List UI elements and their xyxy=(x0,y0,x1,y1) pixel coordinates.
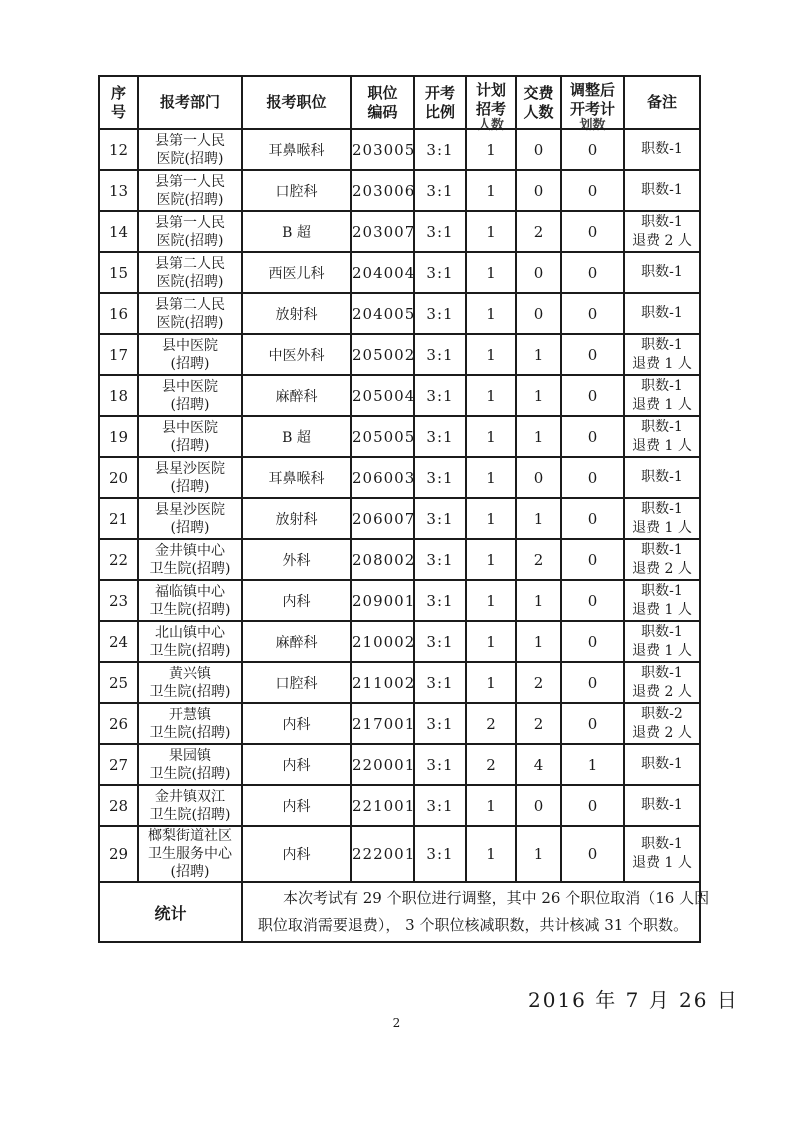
note-line: 退费 1 人 xyxy=(632,437,692,454)
header-cell-serial xyxy=(99,76,138,129)
cell-ratio: 3:1 xyxy=(414,416,466,457)
cell-planned: 1 xyxy=(466,662,516,703)
cell-planned: 1 xyxy=(466,170,516,211)
cell-adjusted: 0 xyxy=(561,539,624,580)
table-row xyxy=(99,375,700,416)
department-line: 开慧镇 xyxy=(169,706,211,723)
cell-planned: 1 xyxy=(466,375,516,416)
note-line: 退费 1 人 xyxy=(632,855,692,871)
department-line: 黄兴镇 xyxy=(169,665,211,682)
note-line: 职数-1 xyxy=(641,213,683,230)
cell-paid: 0 xyxy=(516,129,561,170)
department-line: (招聘) xyxy=(170,478,210,495)
cell-ratio: 3:1 xyxy=(414,785,466,826)
header-line: 比例 xyxy=(424,102,455,121)
cell-adjusted: 0 xyxy=(561,170,624,211)
cell-ratio: 3:1 xyxy=(414,662,466,703)
department-line: 县第二人民 xyxy=(155,255,225,272)
department-line: 县中医院 xyxy=(162,337,218,354)
department-line: 医院(招聘) xyxy=(156,191,224,208)
cell-ratio: 3:1 xyxy=(414,375,466,416)
cell-paid: 0 xyxy=(516,293,561,334)
department-line: (招聘) xyxy=(170,396,210,413)
cell-position: 放射科 xyxy=(242,293,351,334)
cell-note xyxy=(624,662,700,703)
department-line: 卫生院(招聘) xyxy=(149,806,231,823)
cell-note xyxy=(624,826,700,882)
header-line: 计划 xyxy=(475,81,506,99)
note-line: 职数-1 xyxy=(641,541,683,558)
cell-note xyxy=(624,744,700,785)
cell-planned: 1 xyxy=(466,293,516,334)
note-line: 退费 2 人 xyxy=(632,724,692,741)
summary-text-line: 职位取消需要退费）， 3 个职位核减职数，共计核减 31 个职数。 xyxy=(257,916,689,934)
cell-paid: 0 xyxy=(516,785,561,826)
cell-paid: 0 xyxy=(516,252,561,293)
department-line: 县第一人民 xyxy=(155,173,225,190)
cell-code: 205002 xyxy=(351,334,414,375)
cell-ratio: 3:1 xyxy=(414,498,466,539)
cell-position: 内科 xyxy=(242,785,351,826)
department-line: 县第二人民 xyxy=(155,296,225,313)
cell-department xyxy=(138,498,242,539)
department-line: 卫生院(招聘) xyxy=(149,765,231,782)
cell-code: 204004 xyxy=(351,252,414,293)
department-line: 北山镇中心 xyxy=(155,624,225,641)
cell-paid: 1 xyxy=(516,416,561,457)
cell-planned: 2 xyxy=(466,744,516,785)
note-line: 职数-2 xyxy=(641,705,683,722)
cell-adjusted: 0 xyxy=(561,703,624,744)
cell-ratio: 3:1 xyxy=(414,293,466,334)
cell-serial: 28 xyxy=(99,785,138,826)
note-line: 职数-1 xyxy=(641,418,683,435)
cell-adjusted: 0 xyxy=(561,252,624,293)
cell-serial: 23 xyxy=(99,580,138,621)
header-line: 备注 xyxy=(646,93,677,111)
department-line: 医院(招聘) xyxy=(156,232,224,249)
department-line: 卫生服务中心 xyxy=(148,846,232,862)
header-line: 开考 xyxy=(424,83,455,102)
cell-adjusted: 0 xyxy=(561,785,624,826)
cell-adjusted: 1 xyxy=(561,744,624,785)
table-row xyxy=(99,580,700,621)
cell-ratio: 3:1 xyxy=(414,129,466,170)
table-row xyxy=(99,621,700,662)
cell-note xyxy=(624,252,700,293)
cell-planned: 1 xyxy=(466,785,516,826)
summary-text-line: 本次考试有 29 个职位进行调整，其中 26 个职位取消（16 人因 xyxy=(283,889,710,907)
cell-code: 222001 xyxy=(351,826,414,882)
header-cell-department xyxy=(138,76,242,129)
cell-code: 206007 xyxy=(351,498,414,539)
cell-note xyxy=(624,498,700,539)
header-line: 职位 xyxy=(367,83,398,102)
note-line: 职数-1 xyxy=(641,756,683,772)
cell-adjusted: 0 xyxy=(561,211,624,252)
cell-position: 西医儿科 xyxy=(242,252,351,293)
cell-paid: 2 xyxy=(516,539,561,580)
cell-serial: 26 xyxy=(99,703,138,744)
department-line: 卫生院(招聘) xyxy=(149,683,231,700)
department-line: 果园镇 xyxy=(169,747,211,764)
cell-department xyxy=(138,621,242,662)
cell-serial: 13 xyxy=(99,170,138,211)
cell-note xyxy=(624,457,700,498)
cell-serial: 15 xyxy=(99,252,138,293)
note-line: 职数-1 xyxy=(641,182,683,198)
cell-adjusted: 0 xyxy=(561,826,624,882)
note-line: 职数-1 xyxy=(641,336,683,353)
cell-planned: 1 xyxy=(466,457,516,498)
cell-paid: 0 xyxy=(516,457,561,498)
cell-ratio: 3:1 xyxy=(414,826,466,882)
table-row xyxy=(99,170,700,211)
header-line: 交费 xyxy=(523,83,554,102)
cell-department xyxy=(138,457,242,498)
header-cell-paid xyxy=(516,76,561,129)
document-date: 2016 年 7 月 26 日 xyxy=(528,988,739,1012)
department-line: 金井镇中心 xyxy=(155,542,225,559)
table-row xyxy=(99,785,700,826)
cell-position: 口腔科 xyxy=(242,662,351,703)
header-cell-ratio xyxy=(414,76,466,129)
table-row xyxy=(99,129,700,170)
cell-serial: 24 xyxy=(99,621,138,662)
cell-position: 麻醉科 xyxy=(242,375,351,416)
cell-code: 205004 xyxy=(351,375,414,416)
cell-note xyxy=(624,129,700,170)
header-cell-code xyxy=(351,76,414,129)
header-clipped-line: 划数 xyxy=(579,118,606,133)
cell-adjusted: 0 xyxy=(561,129,624,170)
note-line: 职数-1 xyxy=(641,469,683,485)
department-line: (招聘) xyxy=(170,864,210,880)
cell-planned: 2 xyxy=(466,703,516,744)
cell-ratio: 3:1 xyxy=(414,703,466,744)
cell-code: 203007 xyxy=(351,211,414,252)
cell-note xyxy=(624,334,700,375)
note-line: 职数-1 xyxy=(641,836,683,852)
cell-position: 内科 xyxy=(242,703,351,744)
department-line: 福临镇中心 xyxy=(155,583,225,600)
cell-paid: 0 xyxy=(516,170,561,211)
cell-serial: 19 xyxy=(99,416,138,457)
department-line: 卫生院(招聘) xyxy=(149,642,231,659)
cell-department xyxy=(138,334,242,375)
cell-adjusted: 0 xyxy=(561,498,624,539)
cell-paid: 2 xyxy=(516,662,561,703)
note-line: 退费 1 人 xyxy=(632,642,692,659)
department-line: 县第一人民 xyxy=(155,132,225,149)
header-line: 报考职位 xyxy=(266,93,327,111)
header-row xyxy=(99,76,700,129)
cell-paid: 1 xyxy=(516,334,561,375)
cell-paid: 1 xyxy=(516,621,561,662)
cell-serial: 12 xyxy=(99,129,138,170)
header-cell-note xyxy=(624,76,700,129)
cell-ratio: 3:1 xyxy=(414,211,466,252)
cell-serial: 27 xyxy=(99,744,138,785)
note-line: 职数-1 xyxy=(641,582,683,599)
department-line: 医院(招聘) xyxy=(156,273,224,290)
note-line: 职数-1 xyxy=(641,377,683,394)
table-row xyxy=(99,211,700,252)
cell-code: 205005 xyxy=(351,416,414,457)
table-row xyxy=(99,416,700,457)
cell-position: 内科 xyxy=(242,580,351,621)
header-clipped-line: 人数 xyxy=(477,118,504,133)
note-line: 职数-1 xyxy=(641,623,683,640)
cell-paid: 1 xyxy=(516,498,561,539)
cell-planned: 1 xyxy=(466,621,516,662)
note-line: 职数-1 xyxy=(641,305,683,321)
cell-paid: 4 xyxy=(516,744,561,785)
cell-adjusted: 0 xyxy=(561,375,624,416)
cell-serial: 18 xyxy=(99,375,138,416)
cell-adjusted: 0 xyxy=(561,334,624,375)
header-line: 序 xyxy=(110,83,126,102)
note-line: 职数-1 xyxy=(641,664,683,681)
cell-code: 204005 xyxy=(351,293,414,334)
cell-position: 耳鼻喉科 xyxy=(242,457,351,498)
note-line: 职数-1 xyxy=(641,264,683,280)
cell-paid: 1 xyxy=(516,580,561,621)
department-line: 医院(招聘) xyxy=(156,150,224,167)
note-line: 职数-1 xyxy=(641,500,683,517)
department-line: 医院(招聘) xyxy=(156,314,224,331)
department-line: 卫生院(招聘) xyxy=(149,560,231,577)
department-line: 卫生院(招聘) xyxy=(149,724,231,741)
note-line: 退费 1 人 xyxy=(632,601,692,618)
cell-position: B 超 xyxy=(242,211,351,252)
cell-department xyxy=(138,211,242,252)
header-cell-adjusted xyxy=(561,76,624,133)
cell-department xyxy=(138,662,242,703)
cell-ratio: 3:1 xyxy=(414,252,466,293)
page-number: 2 xyxy=(392,1016,401,1030)
department-line: 县中医院 xyxy=(162,419,218,436)
note-line: 退费 1 人 xyxy=(632,396,692,413)
summary-row xyxy=(99,882,700,942)
cell-planned: 1 xyxy=(466,826,516,882)
cell-serial: 14 xyxy=(99,211,138,252)
cell-adjusted: 0 xyxy=(561,416,624,457)
cell-code: 210002 xyxy=(351,621,414,662)
cell-code: 203005 xyxy=(351,129,414,170)
cell-ratio: 3:1 xyxy=(414,744,466,785)
cell-code: 211002 xyxy=(351,662,414,703)
cell-paid: 2 xyxy=(516,703,561,744)
table-row xyxy=(99,252,700,293)
header-line: 号 xyxy=(110,102,126,121)
header-line: 人数 xyxy=(523,102,554,121)
cell-adjusted: 0 xyxy=(561,621,624,662)
cell-position: B 超 xyxy=(242,416,351,457)
department-line: (招聘) xyxy=(170,519,210,536)
table-row xyxy=(99,293,700,334)
cell-position: 放射科 xyxy=(242,498,351,539)
cell-department xyxy=(138,375,242,416)
note-line: 退费 2 人 xyxy=(632,683,692,700)
cell-position: 耳鼻喉科 xyxy=(242,129,351,170)
cell-serial: 29 xyxy=(99,826,138,882)
table-row xyxy=(99,457,700,498)
table-body xyxy=(99,129,710,942)
cell-code: 203006 xyxy=(351,170,414,211)
table-row xyxy=(99,744,700,785)
header-line: 报考部门 xyxy=(159,93,220,111)
note-line: 退费 2 人 xyxy=(632,232,692,249)
cell-serial: 21 xyxy=(99,498,138,539)
cell-position: 中医外科 xyxy=(242,334,351,375)
cell-note xyxy=(624,375,700,416)
cell-note xyxy=(624,703,700,744)
cell-code: 208002 xyxy=(351,539,414,580)
department-line: 县第一人民 xyxy=(155,214,225,231)
cell-code: 206003 xyxy=(351,457,414,498)
cell-planned: 1 xyxy=(466,416,516,457)
cell-note xyxy=(624,785,700,826)
table-row xyxy=(99,662,700,703)
cell-serial: 22 xyxy=(99,539,138,580)
cell-serial: 17 xyxy=(99,334,138,375)
header-line: 编码 xyxy=(367,102,398,121)
cell-paid: 1 xyxy=(516,826,561,882)
header-line: 开考计 xyxy=(569,100,615,118)
cell-planned: 1 xyxy=(466,252,516,293)
table-row xyxy=(99,498,700,539)
header-line: 招考 xyxy=(475,100,506,118)
cell-note xyxy=(624,211,700,252)
cell-position: 麻醉科 xyxy=(242,621,351,662)
cell-department xyxy=(138,785,242,826)
cell-position: 内科 xyxy=(242,744,351,785)
cell-note xyxy=(624,293,700,334)
cell-ratio: 3:1 xyxy=(414,539,466,580)
note-line: 退费 1 人 xyxy=(632,519,692,536)
department-line: 县星沙医院 xyxy=(155,501,225,518)
cell-planned: 1 xyxy=(466,129,516,170)
cell-code: 221001 xyxy=(351,785,414,826)
cell-code: 220001 xyxy=(351,744,414,785)
cell-department xyxy=(138,293,242,334)
cell-ratio: 3:1 xyxy=(414,621,466,662)
table-header xyxy=(99,76,700,133)
cell-position: 口腔科 xyxy=(242,170,351,211)
cell-serial: 25 xyxy=(99,662,138,703)
cell-serial: 16 xyxy=(99,293,138,334)
cell-note xyxy=(624,170,700,211)
summary-text xyxy=(242,882,710,942)
summary-label: 统计 xyxy=(99,882,242,942)
cell-planned: 1 xyxy=(466,580,516,621)
department-line: 卫生院(招聘) xyxy=(149,601,231,618)
cell-ratio: 3:1 xyxy=(414,334,466,375)
note-line: 职数-1 xyxy=(641,141,683,157)
department-line: 榔梨街道社区 xyxy=(148,828,232,844)
cell-position: 外科 xyxy=(242,539,351,580)
cell-department xyxy=(138,539,242,580)
cell-planned: 1 xyxy=(466,539,516,580)
table-row xyxy=(99,703,700,744)
table-row xyxy=(99,826,700,882)
cell-serial: 20 xyxy=(99,457,138,498)
cell-note xyxy=(624,539,700,580)
cell-position: 内科 xyxy=(242,826,351,882)
cell-adjusted: 0 xyxy=(561,457,624,498)
cell-department xyxy=(138,170,242,211)
cell-code: 209001 xyxy=(351,580,414,621)
cell-department xyxy=(138,826,242,882)
cell-department xyxy=(138,129,242,170)
position-adjustment-table xyxy=(98,75,710,943)
cell-paid: 1 xyxy=(516,375,561,416)
cell-department xyxy=(138,416,242,457)
department-line: 县星沙医院 xyxy=(155,460,225,477)
cell-adjusted: 0 xyxy=(561,293,624,334)
department-line: (招聘) xyxy=(170,355,210,372)
cell-code: 217001 xyxy=(351,703,414,744)
note-line: 退费 2 人 xyxy=(632,560,692,577)
cell-department xyxy=(138,744,242,785)
note-line: 退费 1 人 xyxy=(632,355,692,372)
cell-adjusted: 0 xyxy=(561,580,624,621)
cell-department xyxy=(138,252,242,293)
cell-planned: 1 xyxy=(466,498,516,539)
cell-note xyxy=(624,621,700,662)
table-row xyxy=(99,334,700,375)
note-line: 职数-1 xyxy=(641,797,683,813)
cell-department xyxy=(138,703,242,744)
cell-paid: 2 xyxy=(516,211,561,252)
department-line: 金井镇双江 xyxy=(155,788,225,805)
cell-note xyxy=(624,580,700,621)
cell-ratio: 3:1 xyxy=(414,580,466,621)
department-line: 县中医院 xyxy=(162,378,218,395)
cell-ratio: 3:1 xyxy=(414,170,466,211)
cell-note xyxy=(624,416,700,457)
cell-planned: 1 xyxy=(466,211,516,252)
department-line: (招聘) xyxy=(170,437,210,454)
header-cell-plan xyxy=(466,76,516,133)
header-line: 调整后 xyxy=(569,81,615,99)
table-row xyxy=(99,539,700,580)
header-cell-position xyxy=(242,76,351,129)
cell-planned: 1 xyxy=(466,334,516,375)
cell-adjusted: 0 xyxy=(561,662,624,703)
cell-ratio: 3:1 xyxy=(414,457,466,498)
cell-department xyxy=(138,580,242,621)
